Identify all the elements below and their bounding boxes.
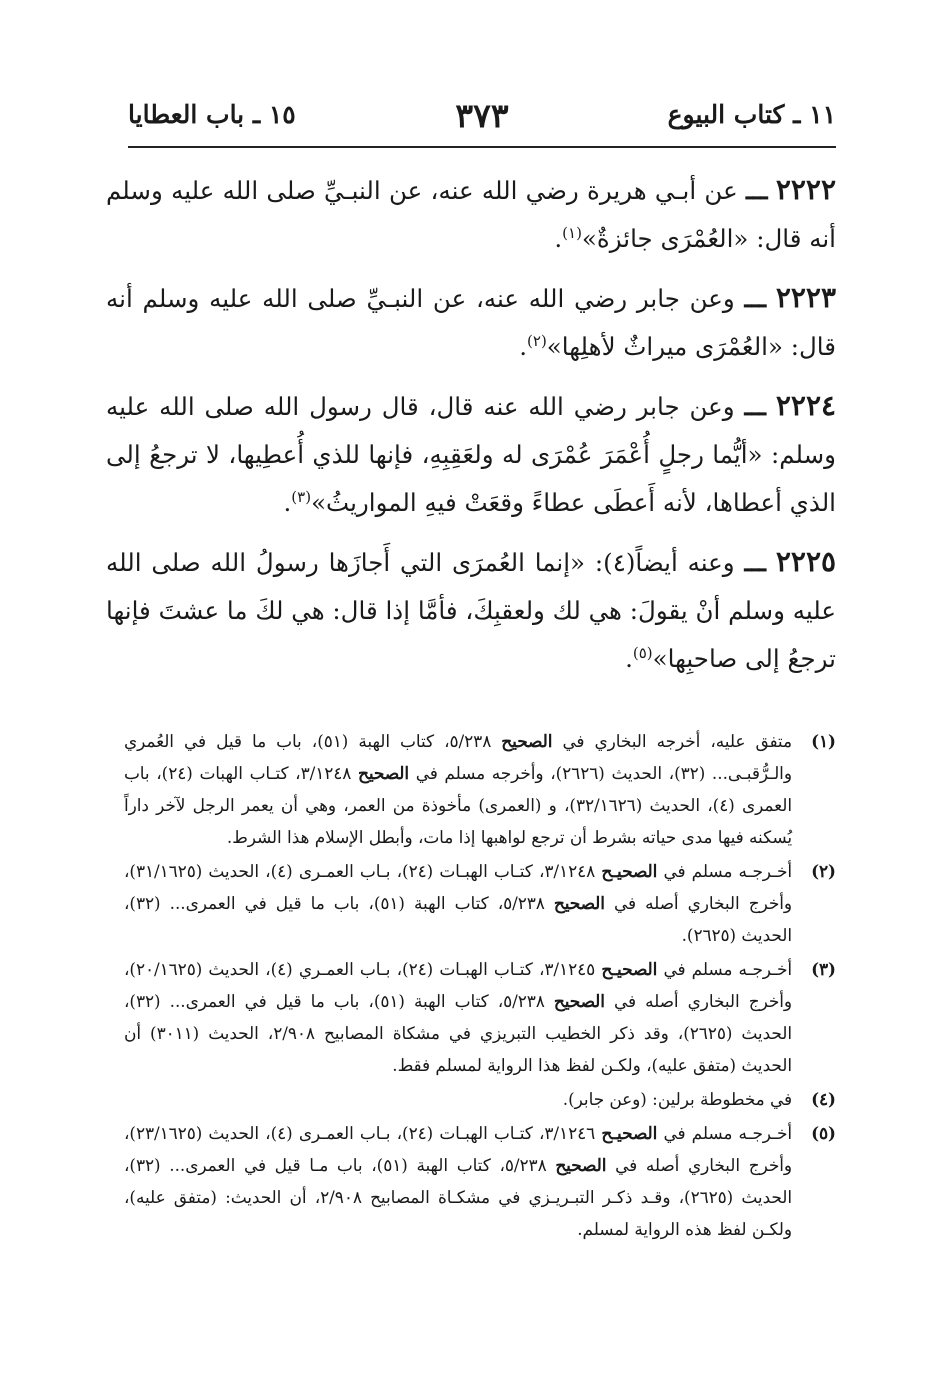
hadith-text: وعنه أيضاً(٤): «إنما العُمرَى التي أَجازَها رسولُ الله صلى الله عليه وسلم أنْ يقولَ: هي لك ولعقبِكَ، فأمَّا إذا قال: هي لكَ ما عشتَ فإنها ترجعُ إلى صاحبِها»: [106, 548, 836, 673]
hadith-dash: ـــ: [744, 392, 766, 421]
footnote-marker: (٥): [811, 1123, 836, 1143]
footnote-3: [124, 953, 836, 1081]
footnote-source: الصحيح: [553, 893, 605, 913]
footnote-source: الصحيـح: [601, 959, 658, 979]
hadith-list: [106, 166, 836, 694]
hadith-end: .: [554, 224, 563, 253]
footnote-ref[interactable]: (٣): [291, 487, 312, 506]
footnote-text: ٥/٢٣٨، كتاب الهبة (٥١)، باب ما قيل في العُمري والـرُّقبـى... (٣٢)، الحديث (٢٦٢٦)، وأخرجه مسلم في: [124, 731, 792, 783]
header-book-title: ١١ ـ كتاب البيوع: [667, 100, 836, 129]
hadith-number: ٢٢٢٣: [775, 281, 836, 314]
hadith-dash: ـــ: [744, 548, 766, 577]
footnote-source: الصحيح: [501, 731, 553, 751]
page-number: ٣٧٣: [455, 96, 509, 135]
footnote-text: ٣/١٢٤٨، كتـاب الهبـات (٢٤)، بـاب العمـرى (٤)، الحديث (٣١/١٦٢٥)، وأخرج البخاري أصله في: [124, 861, 792, 913]
footnote-source: الصحيـح: [601, 1123, 658, 1143]
footnote-source: الصحيح: [553, 991, 605, 1011]
footnote-source: الصحيـح: [601, 861, 658, 881]
footnote-ref[interactable]: (٥): [632, 643, 653, 662]
hadith-number: ٢٢٢٥: [775, 545, 837, 578]
footnote-text: ٣/١٢٤٨، كتـاب الهبات (٢٤)، باب العمرى (٤)، الحديث (٣٢/١٦٢٦)، و (العمرى) مأخوذة من العمر، وهي أن يعمر الرجل لآخر داراً يُسكنه فيها مدى حياته بشرط أن ترجع لواهبها إذا مات، وأبطل الإسلام هذا الشرط.: [124, 763, 792, 847]
footnote-text: ٥/٢٣٨، كتاب الهبة (٥١)، باب ما قيل في العمرى... (٣٢)، الحديث (٢٦٢٥).: [124, 893, 792, 945]
hadith-2222: [106, 166, 836, 263]
footnote-2: [124, 855, 836, 951]
hadith-2225: [106, 538, 836, 683]
footnote-1: [124, 725, 836, 853]
footnote-text: ٥/٢٣٨، كتاب الهبة (٥١)، باب مـا قيل في العمرى... (٣٢)، الحديث (٢٦٢٥)، وقـد ذكـر التبـريـزي في مشكـاة المصابيح ٢/٩٠٨، أن الحديث: (متفق عليه)، ولكـن لفظ هذه الرواية لمسلم.: [124, 1155, 792, 1239]
running-header: [128, 96, 836, 148]
hadith-text: وعن جابر رضي الله عنه، عن النبـيِّ صلى الله عليه وسلم أنه قال: «العُمْرَى ميراثٌ لأهلِها»: [106, 284, 836, 361]
footnote-text: أخـرجـه مسلم في: [663, 1123, 793, 1143]
footnote-source: الصحيح: [358, 763, 410, 783]
footnote-text: ٣/١٢٤٦، كتـاب الهبـات (٢٤)، بـاب العمـرى (٤)، الحديث (٢٣/١٦٢٥)، وأخرج البخاري أصله في: [124, 1123, 792, 1175]
hadith-number: ٢٢٢٤: [775, 389, 837, 422]
footnote-text: ٥/٢٣٨، كتاب الهبة (٥١)، باب ما قيل في العمرى... (٣٢)، الحديث (٢٦٢٥)، وقد ذكر الخطيب التبريزي في مشكاة المصابيح ٢/٩٠٨، الحديث (٣٠١١) أن الحديث (متفق عليه)، ولكـن لفظ هذا الرواية لمسلم فقط.: [124, 991, 792, 1075]
footnote-marker: (١): [811, 731, 836, 751]
footnote-text: في مخطوطة برلين: (وعن جابر).: [562, 1089, 792, 1109]
footnote-text: أخـرجـه مسلم في: [663, 959, 793, 979]
footnote-marker: (٤): [811, 1089, 836, 1109]
footnote-ref[interactable]: (١): [562, 223, 582, 242]
header-chapter-title: ١٥ ـ باب العطايا: [128, 100, 296, 129]
footnote-text: متفق عليه، أخرجه البخاري في: [562, 731, 792, 751]
hadith-text: عن أبـي هريرة رضي الله عنه، عن النبـيِّ صلى الله عليه وسلم أنه قال: «العُمْرَى جائزةٌ»: [106, 176, 836, 253]
hadith-dash: ـــ: [746, 176, 768, 205]
hadith-end: .: [519, 332, 528, 361]
hadith-2223: [106, 274, 836, 371]
footnote-source: الصحيح: [555, 1155, 607, 1175]
hadith-dash: ـــ: [744, 284, 767, 313]
hadith-2224: [106, 382, 836, 527]
footnote-marker: (٢): [811, 861, 836, 881]
footnote-5: [124, 1117, 836, 1245]
footnote-text: ٣/١٢٤٥، كتـاب الهبـات (٢٤)، بـاب العمـري (٤)، الحديث (٢٠/١٦٢٥)، وأخرج البخاري أصله في: [124, 959, 792, 1011]
footnote-marker: (٣): [811, 959, 836, 979]
footnote-text: أخـرجـه مسلم في: [663, 861, 793, 881]
footnotes: [124, 725, 836, 1247]
hadith-text: وعن جابر رضي الله عنه قال، قال رسول الله صلى الله عليه وسلم: «أيُّما رجلٍ أُعْمَرَ عُمْرَى له ولعَقِبِهِ، فإنها للذي أُعطِيها، لا ترجعُ إلى الذي أعطاها، لأنه أَعطَى عطاءً وقعَتْ فيهِ المواريثُ»: [106, 392, 836, 517]
footnote-4: [124, 1083, 836, 1115]
footnote-ref[interactable]: (٢): [527, 331, 547, 350]
hadith-number: ٢٢٢٢: [775, 173, 836, 206]
hadith-end: .: [625, 644, 633, 673]
hadith-end: .: [283, 488, 292, 517]
